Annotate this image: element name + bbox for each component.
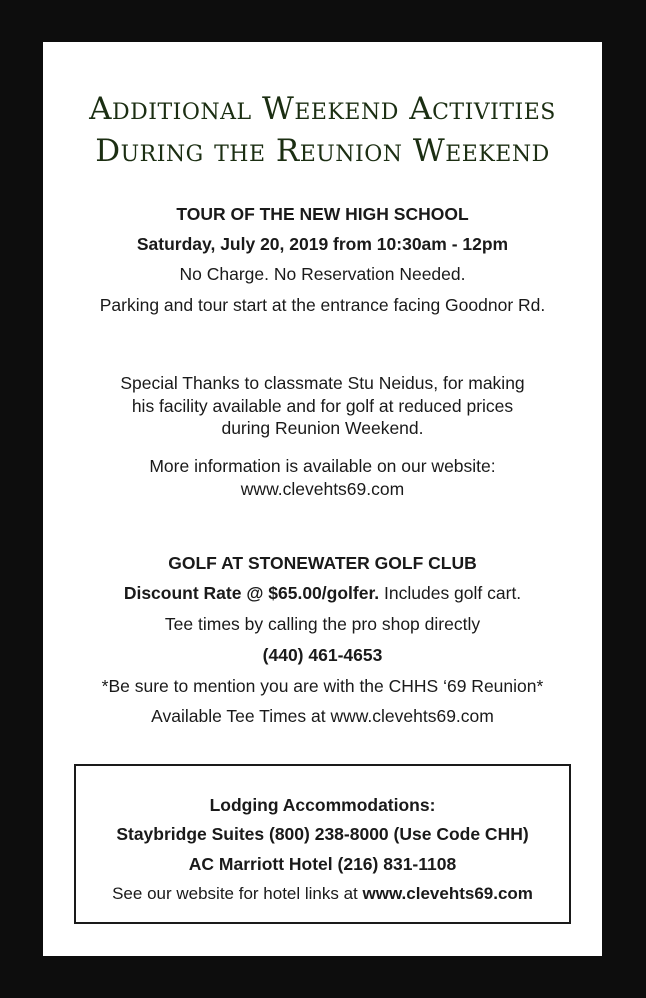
tour-charge: No Charge. No Reservation Needed. (179, 264, 466, 284)
tour-title: TOUR OF THE NEW HIGH SCHOOL (176, 204, 469, 224)
info-line: More information is available on our website: (149, 456, 496, 476)
tour-date: Saturday, July 20, 2019 from 10:30am - 12pm (136, 234, 509, 254)
flyer-page (43, 42, 602, 956)
golf-rate-amount: Discount Rate @ $65.00/golfer. (123, 583, 380, 603)
golf-title: GOLF AT STONEWATER GOLF CLUB (168, 553, 477, 573)
golf-rate (43, 582, 602, 604)
thanks-line-2: his facility available and for golf at reduced prices (131, 396, 514, 416)
golf-tee-times: Tee times by calling the pro shop directly (164, 614, 481, 634)
lodging-hotel-2: AC Marriott Hotel (216) 831-1108 (188, 854, 457, 874)
lodging-links (76, 883, 569, 905)
page-title-line-2: During the Reunion Weekend (95, 133, 550, 169)
thanks-line-3: during Reunion Weekend. (221, 418, 424, 438)
lodging-box (74, 764, 571, 924)
lodging-links-text: See our website for hotel links at (112, 884, 363, 903)
golf-phone[interactable]: (440) 461-4653 (262, 645, 383, 665)
website-link[interactable]: www.clevehts69.com (240, 479, 405, 499)
golf-rate-note: Includes golf cart. (379, 583, 522, 603)
golf-available: Available Tee Times at www.clevehts69.com (151, 706, 494, 726)
lodging-title: Lodging Accommodations: (209, 795, 436, 815)
lodging-website-link[interactable]: www.clevehts69.com (362, 884, 533, 903)
lodging-hotel-1: Staybridge Suites (800) 238-8000 (Use Code CHH) (116, 824, 529, 844)
golf-mention: *Be sure to mention you are with the CHHS ‘69 Reunion* (101, 676, 544, 696)
thanks-line-1: Special Thanks to classmate Stu Neidus, for making (120, 373, 525, 393)
tour-parking: Parking and tour start at the entrance facing Goodnor Rd. (99, 295, 546, 315)
page-title-line-1: Additional Weekend Activities (89, 91, 556, 127)
